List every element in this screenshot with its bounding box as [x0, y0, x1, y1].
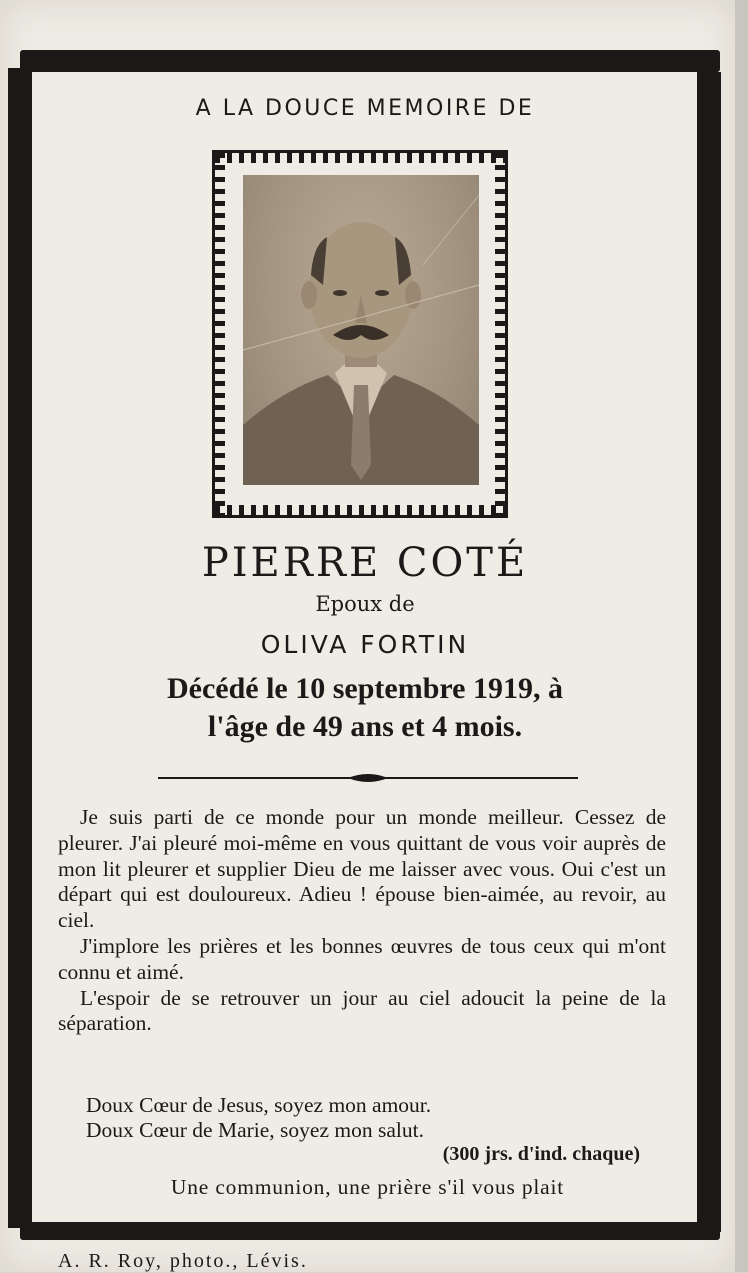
mourning-border-top	[20, 50, 720, 72]
mourning-border-left	[8, 68, 32, 1228]
prayer-line: Doux Cœur de Jesus, soyez mon amour.	[86, 1093, 432, 1117]
ornamental-photo-frame	[212, 150, 508, 518]
spouse-name: OLIVA FORTIN	[260, 630, 470, 659]
portrait-icon	[243, 175, 479, 485]
verse-paragraph: J'implore les prières et les bonnes œuvres de tous ceux qui m'ont connu et aimé.	[58, 933, 666, 984]
deceased-name: PIERRE COTÉ	[201, 540, 529, 586]
photographer-credit: A. R. Roy, photo., Lévis.	[58, 1250, 308, 1272]
prayer-line: Doux Cœur de Marie, soyez mon salut.	[86, 1118, 424, 1142]
death-age-line: l'âge de 49 ans et 4 mois.	[207, 710, 523, 743]
prayer-block	[86, 1093, 646, 1143]
memorial-heading: A LA DOUCE MEMOIRE DE	[195, 96, 535, 121]
death-notice	[40, 670, 690, 746]
communion-request: Une communion, une prière s'il vous plait	[170, 1175, 565, 1199]
card-edge	[735, 0, 748, 1272]
death-date-line: Décédé le 10 septembre 1919, à	[166, 672, 563, 705]
spouse-label: Epoux de	[315, 592, 415, 616]
verse-paragraph: L'espoir de se retrouver un jour au ciel adoucit la peine de la séparation.	[58, 985, 666, 1036]
mourning-border-right	[697, 72, 721, 1232]
memorial-verse	[58, 805, 666, 1037]
indulgence-note: (300 jrs. d'ind. chaque)	[442, 1143, 640, 1165]
mourning-border-bottom	[20, 1222, 720, 1240]
portrait-photo	[243, 175, 479, 485]
ornamental-divider	[158, 770, 578, 786]
verse-paragraph: Je suis parti de ce monde pour un monde meilleur. Cessez de pleurer. J'ai pleuré moi-même en vous quittant de vous voir auprès de mon lit pleurer et supplier Dieu de me laisser avec vous. Oui c'est un départ qui est douloureux. Adieu ! épouse bien-aimée, au revoir, au ciel.	[58, 805, 666, 933]
